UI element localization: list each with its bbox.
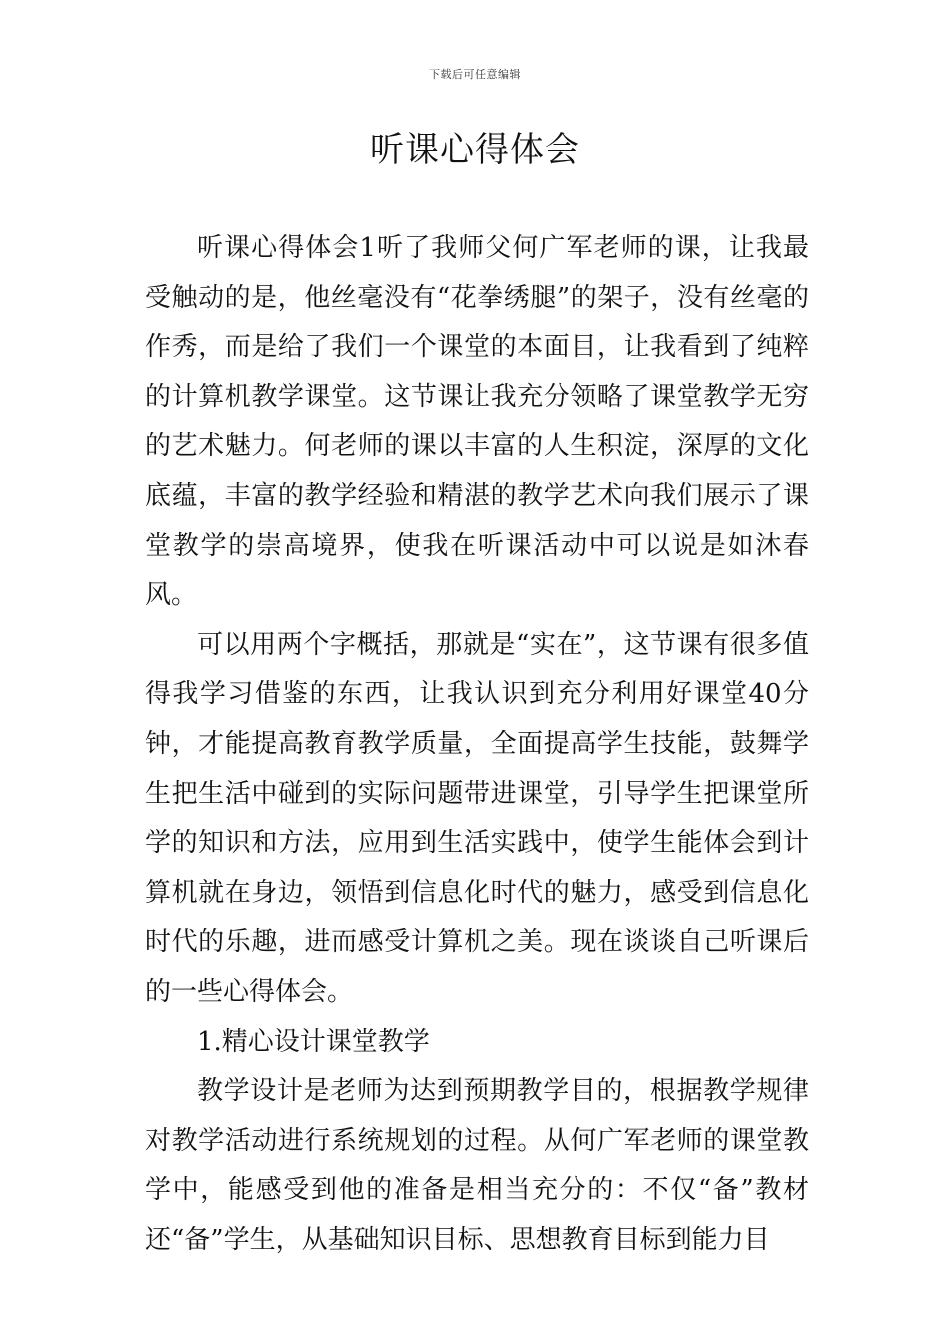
paragraph-2: 可以用两个字概括，那就是“实在”，这节课有很多值得我学习借鉴的东西，让我认识到充分利用好课堂40分钟，才能提高教育教学质量，全面提高学生技能，鼓舞学生把生活中碰到的实际问题带进课堂，引导学生把课堂所学的知识和方法，应用到生活实践中，使学生能体会到计算机就在身边，领悟到信息化时代的魅力，感受到信息化时代的乐趣，进而感受计算机之美。现在谈谈自己听课后的一些心得体会。 — [145, 629, 809, 1007]
section-paragraph: 教学设计是老师为达到预期教学目的，根据教学规律对教学活动进行系统规划的过程。从何广军老师的课堂教学中，能感受到他的准备是相当充分的：不仅“备”教材还“备”学生，从基础知识目标、思想教育目标到能力目 — [145, 1076, 809, 1255]
section-heading: 1.精心设计课堂教学 — [197, 1026, 430, 1057]
header-note: 下载后可任意编辑 — [429, 68, 521, 81]
document-title: 听课心得体会 — [370, 130, 580, 170]
document-body — [145, 224, 809, 1265]
paragraph-1: 听课心得体会1听了我师父何广军老师的课，让我最受触动的是，他丝毫没有“花拳绣腿”的架子，没有丝毫的作秀，而是给了我们一个课堂的本面目，让我看到了纯粹的计算机教学课堂。这节课让我充分领略了课堂教学无穷的艺术魅力。何老师的课以丰富的人生积淀，深厚的文化底蕴，丰富的教学经验和精湛的教学艺术向我们展示了课堂教学的崇高境界，使我在听课活动中可以说是如沐春风。 — [145, 233, 809, 611]
